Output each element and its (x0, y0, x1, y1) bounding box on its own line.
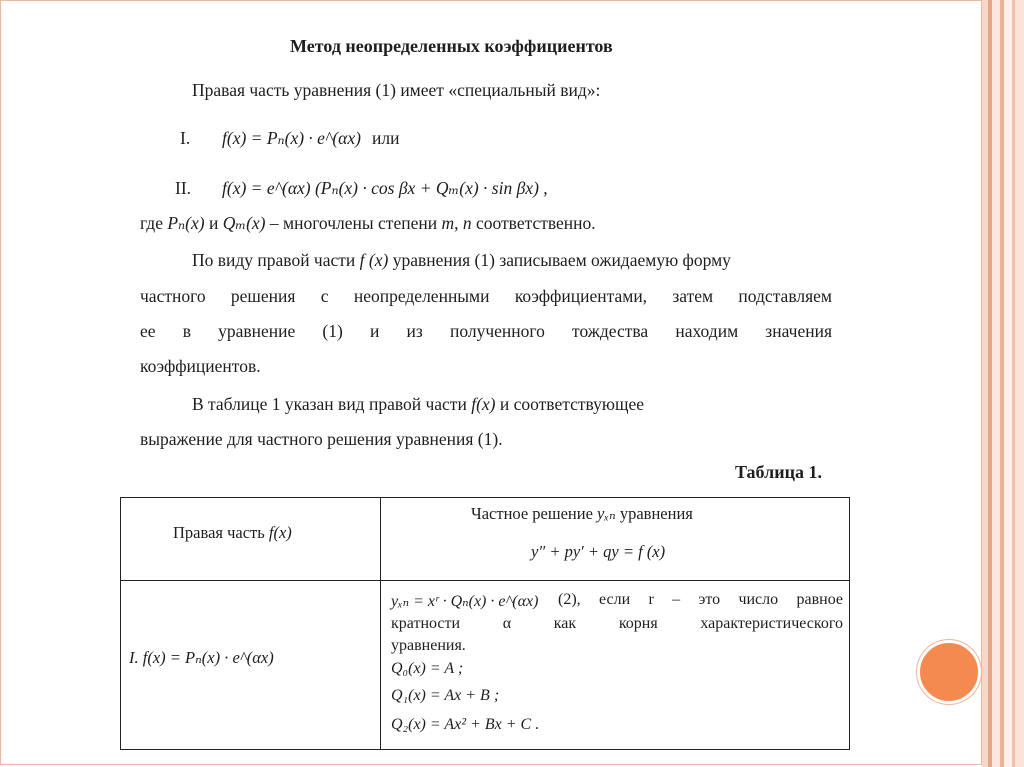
row1-solution-formula: yₓₙ = xʳ · Qₙ(x) · e^(αx) (391, 593, 539, 610)
polynomials-note (140, 213, 596, 234)
para1-l1-fx: f (x) (359, 250, 389, 270)
decorative-stripe (1004, 0, 1012, 767)
row1-right-part: I. f(x) = Pₙ(x) · e^(αx) (129, 648, 274, 667)
case-1-formula: f(x) = Pₙ(x) · e^(αx) (222, 128, 361, 148)
row1-q0: Q₀(x) = A ; (391, 660, 464, 677)
header-particular-solution (471, 504, 693, 524)
where-qm: Qₘ(x) (222, 213, 266, 233)
para1-l1-post: уравнения (1) записываем ожидаемую форму (388, 250, 731, 270)
para1-line4: коэффициентов. (140, 356, 261, 376)
case-2-label: II. (175, 178, 192, 198)
header-right-part (173, 523, 292, 543)
row1-condition-line3: уравнения. (391, 637, 466, 654)
header-right-post: уравнения (615, 504, 693, 523)
para2-line2: выражение для частного решения уравнения (1). (140, 429, 503, 449)
row1-q2: Q₂(x) = Ax² + Bx + C . (391, 716, 540, 733)
where-m: m (441, 213, 455, 233)
table-row-divider (121, 580, 849, 581)
table-caption: Таблица 1. (735, 462, 822, 482)
para1-line2: частного решения с неопределенными коэффициентами, затем подставляем (140, 286, 832, 306)
row1-condition-line1: (2), если r – это число равное (558, 591, 843, 608)
table-column-divider (380, 498, 381, 750)
header-left-text: Правая часть (173, 523, 269, 542)
decorative-stripe (992, 0, 1000, 767)
where-text-2: и (204, 213, 223, 233)
intro-text: Правая часть уравнения (1) имеет «специальный вид»: (192, 80, 601, 100)
para1-l1-pre: По виду правой части (192, 250, 360, 270)
case-2-formula: f(x) = e^(αx) (Pₙ(x) · cos βx + Qₘ(x) · sin βx) , (222, 178, 548, 198)
table-row-divider (121, 749, 849, 750)
case-1-label: I. (180, 128, 191, 148)
table-1 (120, 497, 850, 750)
row1-condition-line2: кратности α как корня характеристического (391, 615, 843, 632)
slide-title: Метод неопределенных коэффициентов (290, 36, 613, 56)
para2-line1 (192, 394, 644, 415)
where-text-4: соответственно. (471, 213, 596, 233)
para1-line3: ее в уравнение (1) и из полученного тождества находим значения (140, 321, 832, 341)
row1-q1: Q₁(x) = Ax + B ; (391, 687, 500, 704)
header-differential-equation: y″ + py′ + qy = f (x) (531, 542, 666, 561)
where-pn: Pₙ(x) (167, 213, 205, 233)
header-left-fx: f(x) (268, 523, 292, 542)
where-text-3: – многочлены степени (265, 213, 442, 233)
header-right-y: yₓₙ (597, 504, 616, 523)
para2-l1-post: и соответствующее (495, 394, 645, 414)
para2-l1-pre: В таблице 1 указан вид правой части (192, 394, 472, 414)
case-1-or: или (372, 128, 400, 148)
para2-l1-fx: f(x) (471, 394, 496, 414)
para1-line1 (192, 250, 731, 271)
orange-circle-ornament (917, 640, 981, 704)
decorative-stripe (1015, 0, 1024, 767)
where-sep: , (454, 213, 463, 233)
where-text-1: где (140, 213, 168, 233)
where-n: n (462, 213, 472, 233)
header-right-pre: Частное решение (471, 504, 598, 523)
